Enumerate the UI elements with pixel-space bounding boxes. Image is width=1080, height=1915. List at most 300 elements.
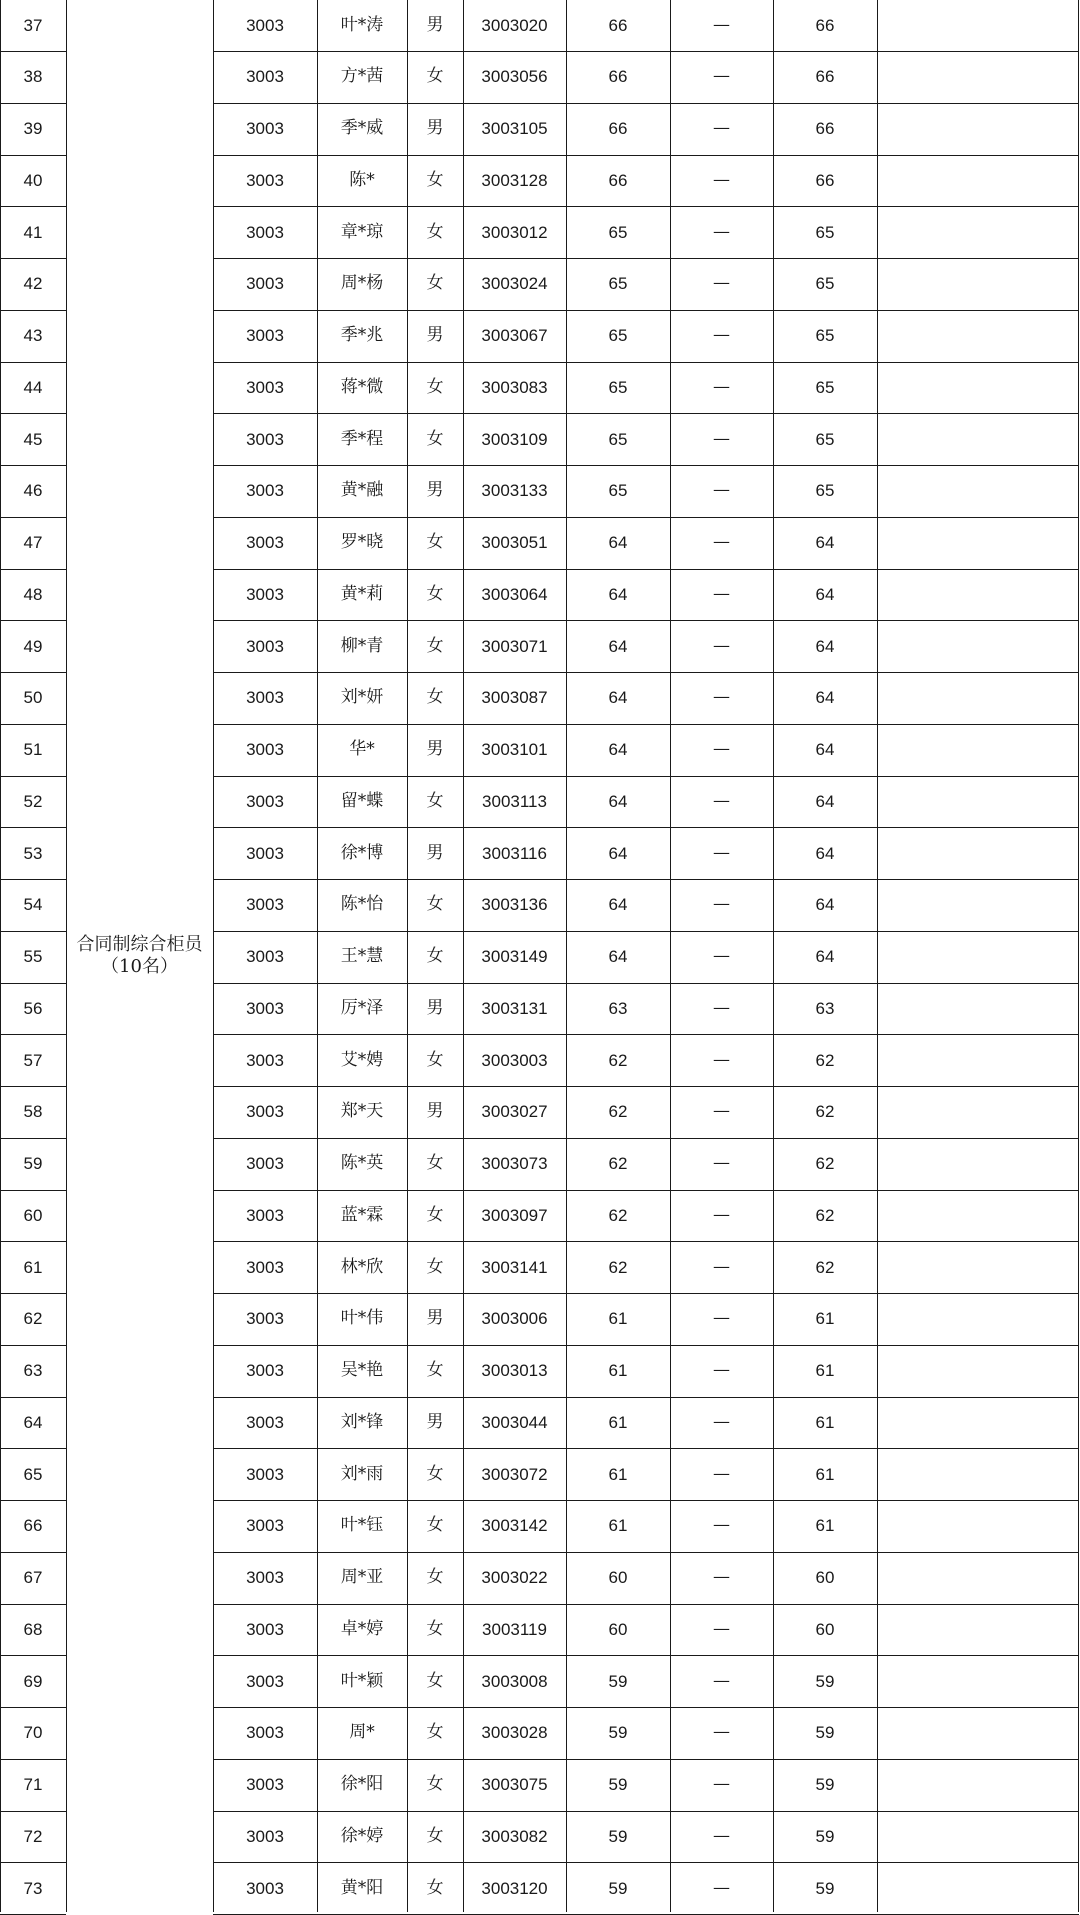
extra-score: — bbox=[713, 1618, 730, 1639]
gender: 男 bbox=[426, 325, 444, 346]
row-number: 65 bbox=[23, 1464, 43, 1484]
total-score: 63 bbox=[815, 998, 835, 1018]
candidate-name: 卓*婷 bbox=[340, 1618, 384, 1639]
extra-score: — bbox=[713, 1722, 730, 1743]
position-code: 3003 bbox=[246, 1050, 284, 1070]
row-number: 38 bbox=[23, 67, 43, 87]
exam-ticket-number: 3003131 bbox=[481, 998, 548, 1018]
exam-ticket-number: 3003101 bbox=[481, 740, 548, 760]
gender: 女 bbox=[426, 1567, 444, 1588]
gender: 女 bbox=[426, 894, 444, 915]
exam-ticket-number: 3003071 bbox=[481, 636, 548, 656]
total-score: 64 bbox=[815, 740, 835, 760]
exam-ticket-number: 3003109 bbox=[481, 429, 548, 449]
row-number: 51 bbox=[23, 740, 43, 760]
exam-ticket-number: 3003075 bbox=[481, 1775, 548, 1795]
gender: 女 bbox=[426, 946, 444, 967]
candidate-name: 叶*钰 bbox=[340, 1515, 384, 1536]
total-score: 65 bbox=[815, 326, 835, 346]
written-score: 61 bbox=[608, 1361, 628, 1381]
gender: 女 bbox=[426, 1204, 444, 1225]
candidate-name: 艾*娉 bbox=[340, 1049, 384, 1070]
position-group-cell bbox=[66, 0, 213, 1912]
total-score: 60 bbox=[815, 1568, 835, 1588]
candidate-name: 徐*博 bbox=[340, 842, 384, 863]
exam-ticket-number: 3003020 bbox=[481, 16, 548, 35]
extra-score: — bbox=[713, 480, 730, 501]
position-code: 3003 bbox=[246, 67, 284, 87]
exam-ticket-number: 3003133 bbox=[481, 481, 548, 501]
gender: 男 bbox=[426, 118, 444, 139]
written-score: 61 bbox=[608, 1516, 628, 1536]
written-score: 61 bbox=[608, 1412, 628, 1432]
position-code: 3003 bbox=[246, 1775, 284, 1795]
written-score: 65 bbox=[608, 326, 628, 346]
written-score: 60 bbox=[608, 1619, 628, 1639]
exam-ticket-number: 3003141 bbox=[481, 1257, 548, 1277]
extra-score: — bbox=[713, 1877, 730, 1898]
candidate-name: 留*蝶 bbox=[340, 790, 384, 811]
extra-score: — bbox=[713, 376, 730, 397]
position-code: 3003 bbox=[246, 688, 284, 708]
total-score: 66 bbox=[815, 119, 835, 139]
candidate-name: 周*杨 bbox=[340, 273, 384, 294]
total-score: 66 bbox=[815, 67, 835, 87]
total-score: 61 bbox=[815, 1464, 835, 1484]
exam-ticket-number: 3003051 bbox=[481, 533, 548, 553]
total-score: 65 bbox=[815, 481, 835, 501]
written-score: 65 bbox=[608, 377, 628, 397]
candidate-name: 叶*涛 bbox=[340, 15, 384, 35]
written-score: 64 bbox=[608, 843, 628, 863]
position-code: 3003 bbox=[246, 1826, 284, 1846]
row-number: 64 bbox=[23, 1412, 43, 1432]
gender: 女 bbox=[426, 1774, 444, 1795]
written-score: 65 bbox=[608, 222, 628, 242]
row-number: 37 bbox=[23, 16, 43, 35]
extra-score: — bbox=[713, 1825, 730, 1846]
extra-score: — bbox=[713, 997, 730, 1018]
gender: 女 bbox=[426, 376, 444, 397]
written-score: 64 bbox=[608, 895, 628, 915]
exam-ticket-number: 3003006 bbox=[481, 1309, 548, 1329]
gender: 女 bbox=[426, 273, 444, 294]
gender: 男 bbox=[426, 480, 444, 501]
candidate-name: 陈* bbox=[349, 169, 375, 190]
written-score: 64 bbox=[608, 533, 628, 553]
total-score: 61 bbox=[815, 1516, 835, 1536]
row-number: 60 bbox=[23, 1205, 43, 1225]
exam-ticket-number: 3003044 bbox=[481, 1412, 548, 1432]
exam-ticket-number: 3003136 bbox=[481, 895, 548, 915]
row-number: 55 bbox=[23, 947, 43, 967]
exam-ticket-number: 3003083 bbox=[481, 377, 548, 397]
written-score: 59 bbox=[608, 1671, 628, 1691]
position-code: 3003 bbox=[246, 1412, 284, 1432]
row-number: 41 bbox=[23, 222, 43, 242]
extra-score: — bbox=[713, 894, 730, 915]
gender: 女 bbox=[426, 221, 444, 242]
total-score: 61 bbox=[815, 1361, 835, 1381]
gender: 女 bbox=[426, 1360, 444, 1381]
written-score: 59 bbox=[608, 1775, 628, 1795]
exam-ticket-number: 3003064 bbox=[481, 584, 548, 604]
position-code: 3003 bbox=[246, 1671, 284, 1691]
candidate-name: 蒋*微 bbox=[340, 376, 384, 397]
exam-ticket-number: 3003056 bbox=[481, 67, 548, 87]
candidate-name: 林*欣 bbox=[340, 1256, 384, 1277]
exam-ticket-number: 3003022 bbox=[481, 1568, 548, 1588]
candidate-name: 柳*青 bbox=[340, 635, 384, 656]
exam-ticket-number: 3003072 bbox=[481, 1464, 548, 1484]
row-number: 40 bbox=[23, 170, 43, 190]
extra-score: — bbox=[713, 739, 730, 760]
candidate-name: 刘*锋 bbox=[340, 1411, 384, 1432]
gender: 男 bbox=[426, 997, 444, 1018]
position-code: 3003 bbox=[246, 1361, 284, 1381]
position-code: 3003 bbox=[246, 1205, 284, 1225]
row-number: 63 bbox=[23, 1361, 43, 1381]
column-rule bbox=[1078, 0, 1079, 1912]
candidate-name: 周*亚 bbox=[340, 1567, 384, 1588]
candidate-name: 黄*阳 bbox=[340, 1877, 384, 1898]
exam-ticket-number: 3003113 bbox=[482, 791, 547, 811]
written-score: 60 bbox=[608, 1568, 628, 1588]
candidate-name: 王*慧 bbox=[340, 946, 384, 967]
exam-ticket-number: 3003008 bbox=[481, 1671, 548, 1691]
total-score: 59 bbox=[815, 1723, 835, 1743]
candidate-name: 华* bbox=[349, 739, 375, 760]
extra-score: — bbox=[713, 1049, 730, 1070]
candidate-name: 陈*怡 bbox=[340, 894, 384, 915]
exam-ticket-number: 3003116 bbox=[482, 843, 547, 863]
candidate-name: 徐*阳 bbox=[340, 1774, 384, 1795]
written-score: 66 bbox=[608, 170, 628, 190]
total-score: 64 bbox=[815, 688, 835, 708]
extra-score: — bbox=[713, 1463, 730, 1484]
candidate-name: 吴*艳 bbox=[340, 1360, 384, 1381]
gender: 女 bbox=[426, 1256, 444, 1277]
total-score: 59 bbox=[815, 1671, 835, 1691]
candidate-name: 方*茜 bbox=[340, 66, 384, 87]
total-score: 64 bbox=[815, 947, 835, 967]
gender: 女 bbox=[426, 1722, 444, 1743]
extra-score: — bbox=[713, 687, 730, 708]
exam-ticket-number: 3003097 bbox=[481, 1205, 548, 1225]
total-score: 62 bbox=[815, 1154, 835, 1174]
extra-score: — bbox=[713, 1204, 730, 1225]
written-score: 59 bbox=[608, 1878, 628, 1898]
written-score: 64 bbox=[608, 688, 628, 708]
extra-score: — bbox=[713, 1256, 730, 1277]
row-number: 61 bbox=[23, 1257, 43, 1277]
position-code: 3003 bbox=[246, 843, 284, 863]
candidate-name: 季*程 bbox=[340, 428, 384, 449]
total-score: 65 bbox=[815, 274, 835, 294]
written-score: 64 bbox=[608, 584, 628, 604]
extra-score: — bbox=[713, 532, 730, 553]
row-number: 73 bbox=[23, 1878, 43, 1898]
row-number: 59 bbox=[23, 1154, 43, 1174]
exam-ticket-number: 3003067 bbox=[481, 326, 548, 346]
candidate-name: 叶*颖 bbox=[340, 1670, 384, 1691]
extra-score: — bbox=[713, 169, 730, 190]
extra-score: — bbox=[713, 428, 730, 449]
written-score: 62 bbox=[608, 1205, 628, 1225]
candidate-name: 黄*莉 bbox=[340, 583, 384, 604]
extra-score: — bbox=[713, 1153, 730, 1174]
row-number: 44 bbox=[23, 377, 43, 397]
total-score: 59 bbox=[815, 1775, 835, 1795]
row-number: 67 bbox=[23, 1568, 43, 1588]
extra-score: — bbox=[713, 1101, 730, 1122]
gender: 女 bbox=[426, 1877, 444, 1898]
row-number: 45 bbox=[23, 429, 43, 449]
position-code: 3003 bbox=[246, 636, 284, 656]
row-number: 49 bbox=[23, 636, 43, 656]
candidate-name: 叶*伟 bbox=[340, 1308, 384, 1329]
exam-ticket-number: 3003024 bbox=[481, 274, 548, 294]
written-score: 62 bbox=[608, 1154, 628, 1174]
candidate-name: 徐*婷 bbox=[340, 1825, 384, 1846]
gender: 女 bbox=[426, 66, 444, 87]
candidate-name: 陈*英 bbox=[340, 1153, 384, 1174]
extra-score: — bbox=[713, 1308, 730, 1329]
total-score: 66 bbox=[815, 170, 835, 190]
row-number: 54 bbox=[23, 895, 43, 915]
gender: 男 bbox=[426, 842, 444, 863]
gender: 女 bbox=[426, 790, 444, 811]
total-score: 62 bbox=[815, 1257, 835, 1277]
position-code: 3003 bbox=[246, 1257, 284, 1277]
written-score: 66 bbox=[608, 16, 628, 35]
position-quota: （10名） bbox=[101, 956, 178, 977]
exam-ticket-number: 3003128 bbox=[481, 170, 548, 190]
position-code: 3003 bbox=[246, 1878, 284, 1898]
row-number: 57 bbox=[23, 1050, 43, 1070]
position-code: 3003 bbox=[246, 119, 284, 139]
exam-ticket-number: 3003082 bbox=[481, 1826, 548, 1846]
total-score: 61 bbox=[815, 1309, 835, 1329]
written-score: 64 bbox=[608, 740, 628, 760]
total-score: 62 bbox=[815, 1205, 835, 1225]
candidate-name: 罗*晓 bbox=[340, 532, 384, 553]
position-code: 3003 bbox=[246, 274, 284, 294]
extra-score: — bbox=[713, 1515, 730, 1536]
exam-ticket-number: 3003003 bbox=[481, 1050, 548, 1070]
candidate-name: 季*兆 bbox=[340, 325, 384, 346]
row-number: 70 bbox=[23, 1723, 43, 1743]
extra-score: — bbox=[713, 790, 730, 811]
total-score: 62 bbox=[815, 1102, 835, 1122]
written-score: 61 bbox=[608, 1464, 628, 1484]
gender: 女 bbox=[426, 1049, 444, 1070]
candidate-name: 季*威 bbox=[340, 118, 384, 139]
position-code: 3003 bbox=[246, 16, 284, 35]
row-number: 53 bbox=[23, 843, 43, 863]
position-name: 合同制综合柜员 bbox=[76, 934, 203, 955]
candidate-name: 章*琼 bbox=[340, 221, 384, 242]
total-score: 64 bbox=[815, 895, 835, 915]
written-score: 63 bbox=[608, 998, 628, 1018]
written-score: 66 bbox=[608, 67, 628, 87]
total-score: 59 bbox=[815, 1878, 835, 1898]
gender: 女 bbox=[426, 1515, 444, 1536]
position-code: 3003 bbox=[246, 1464, 284, 1484]
position-code: 3003 bbox=[246, 1102, 284, 1122]
row-number: 58 bbox=[23, 1102, 43, 1122]
exam-ticket-number: 3003120 bbox=[481, 1878, 548, 1898]
extra-score: — bbox=[713, 1670, 730, 1691]
row-number: 72 bbox=[23, 1826, 43, 1846]
gender: 女 bbox=[426, 532, 444, 553]
total-score: 64 bbox=[815, 843, 835, 863]
candidate-name: 黄*融 bbox=[340, 480, 384, 501]
exam-ticket-number: 3003087 bbox=[481, 688, 548, 708]
written-score: 65 bbox=[608, 481, 628, 501]
total-score: 66 bbox=[815, 16, 835, 35]
extra-score: — bbox=[713, 946, 730, 967]
position-code: 3003 bbox=[246, 481, 284, 501]
position-code: 3003 bbox=[246, 222, 284, 242]
gender: 女 bbox=[426, 169, 444, 190]
extra-score: — bbox=[713, 1411, 730, 1432]
column-rule bbox=[877, 0, 878, 1912]
written-score: 59 bbox=[608, 1723, 628, 1743]
position-code: 3003 bbox=[246, 1723, 284, 1743]
candidate-name: 蓝*霖 bbox=[340, 1204, 384, 1225]
written-score: 66 bbox=[608, 119, 628, 139]
row-number: 50 bbox=[23, 688, 43, 708]
exam-ticket-number: 3003073 bbox=[481, 1154, 548, 1174]
gender: 女 bbox=[426, 583, 444, 604]
gender: 男 bbox=[426, 1308, 444, 1329]
total-score: 60 bbox=[815, 1619, 835, 1639]
candidate-name: 刘*雨 bbox=[340, 1463, 384, 1484]
position-code: 3003 bbox=[246, 1154, 284, 1174]
total-score: 65 bbox=[815, 222, 835, 242]
position-code: 3003 bbox=[246, 947, 284, 967]
row-number: 43 bbox=[23, 326, 43, 346]
extra-score: — bbox=[713, 221, 730, 242]
position-code: 3003 bbox=[246, 533, 284, 553]
position-code: 3003 bbox=[246, 1516, 284, 1536]
written-score: 61 bbox=[608, 1309, 628, 1329]
position-code: 3003 bbox=[246, 377, 284, 397]
row-number: 69 bbox=[23, 1671, 43, 1691]
written-score: 65 bbox=[608, 429, 628, 449]
written-score: 62 bbox=[608, 1050, 628, 1070]
total-score: 64 bbox=[815, 791, 835, 811]
written-score: 64 bbox=[608, 791, 628, 811]
written-score: 59 bbox=[608, 1826, 628, 1846]
position-code: 3003 bbox=[246, 429, 284, 449]
gender: 女 bbox=[426, 1670, 444, 1691]
candidate-name: 郑*天 bbox=[340, 1101, 384, 1122]
position-code: 3003 bbox=[246, 1309, 284, 1329]
candidate-name: 刘*妍 bbox=[340, 687, 384, 708]
position-code: 3003 bbox=[246, 1568, 284, 1588]
total-score: 62 bbox=[815, 1050, 835, 1070]
candidate-name: 周* bbox=[349, 1722, 375, 1743]
gender: 女 bbox=[426, 687, 444, 708]
gender: 男 bbox=[426, 1101, 444, 1122]
exam-ticket-number: 3003105 bbox=[481, 119, 548, 139]
row-number: 42 bbox=[23, 274, 43, 294]
extra-score: — bbox=[713, 273, 730, 294]
exam-ticket-number: 3003012 bbox=[481, 222, 548, 242]
position-code: 3003 bbox=[246, 791, 284, 811]
extra-score: — bbox=[713, 1774, 730, 1795]
row-number: 46 bbox=[23, 481, 43, 501]
gender: 女 bbox=[426, 428, 444, 449]
extra-score: — bbox=[713, 118, 730, 139]
extra-score: — bbox=[713, 842, 730, 863]
row-number: 48 bbox=[23, 584, 43, 604]
written-score: 65 bbox=[608, 274, 628, 294]
position-code: 3003 bbox=[246, 170, 284, 190]
written-score: 62 bbox=[608, 1257, 628, 1277]
row-number: 62 bbox=[23, 1309, 43, 1329]
extra-score: — bbox=[713, 583, 730, 604]
total-score: 65 bbox=[815, 377, 835, 397]
gender: 女 bbox=[426, 1825, 444, 1846]
position-code: 3003 bbox=[246, 584, 284, 604]
exam-ticket-number: 3003027 bbox=[481, 1102, 548, 1122]
extra-score: — bbox=[713, 1567, 730, 1588]
total-score: 61 bbox=[815, 1412, 835, 1432]
gender: 男 bbox=[426, 739, 444, 760]
total-score: 59 bbox=[815, 1826, 835, 1846]
position-code: 3003 bbox=[246, 1619, 284, 1639]
gender: 男 bbox=[426, 1411, 444, 1432]
extra-score: — bbox=[713, 635, 730, 656]
exam-ticket-number: 3003013 bbox=[481, 1361, 548, 1381]
position-code: 3003 bbox=[246, 326, 284, 346]
gender: 女 bbox=[426, 635, 444, 656]
written-score: 64 bbox=[608, 947, 628, 967]
exam-ticket-number: 3003149 bbox=[481, 947, 548, 967]
exam-ticket-number: 3003142 bbox=[481, 1516, 548, 1536]
position-code: 3003 bbox=[246, 998, 284, 1018]
exam-ticket-number: 3003028 bbox=[481, 1723, 548, 1743]
written-score: 64 bbox=[608, 636, 628, 656]
row-number: 71 bbox=[23, 1775, 43, 1795]
extra-score: — bbox=[713, 325, 730, 346]
exam-ticket-number: 3003119 bbox=[482, 1619, 547, 1639]
row-number: 66 bbox=[23, 1516, 43, 1536]
total-score: 64 bbox=[815, 584, 835, 604]
gender: 女 bbox=[426, 1618, 444, 1639]
total-score: 64 bbox=[815, 533, 835, 553]
gender: 女 bbox=[426, 1463, 444, 1484]
written-score: 62 bbox=[608, 1102, 628, 1122]
extra-score: — bbox=[713, 1360, 730, 1381]
total-score: 65 bbox=[815, 429, 835, 449]
row-number: 68 bbox=[23, 1619, 43, 1639]
gender: 男 bbox=[426, 15, 444, 35]
column-rule bbox=[66, 0, 67, 1912]
position-code: 3003 bbox=[246, 740, 284, 760]
gender: 女 bbox=[426, 1153, 444, 1174]
candidate-name: 厉*泽 bbox=[340, 997, 384, 1018]
extra-score: — bbox=[713, 15, 730, 35]
row-number: 56 bbox=[23, 998, 43, 1018]
position-code: 3003 bbox=[246, 895, 284, 915]
row-number: 39 bbox=[23, 119, 43, 139]
row-number: 47 bbox=[23, 533, 43, 553]
row-number: 52 bbox=[23, 791, 43, 811]
